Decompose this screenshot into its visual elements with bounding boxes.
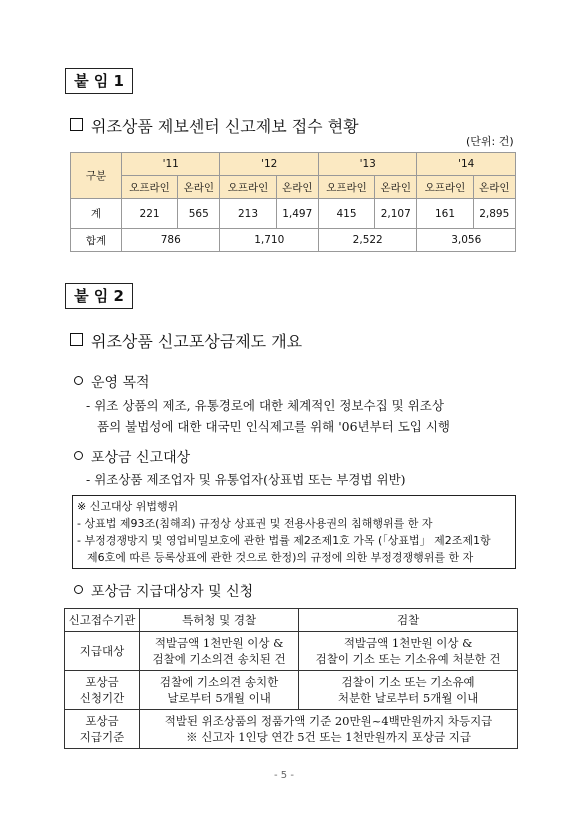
channel-header: 온라인 — [473, 176, 515, 199]
circle-bullet-icon — [74, 451, 83, 460]
table-cell: 161 — [417, 199, 473, 229]
table-cell — [140, 710, 518, 749]
channel-header: 온라인 — [178, 176, 220, 199]
cell-line: 검찰이 기소 또는 기소유예 — [341, 675, 475, 689]
circle-bullet-icon — [74, 585, 83, 594]
circle-bullet-icon — [74, 376, 83, 385]
section-title-1-text: 위조상품 제보센터 신고제보 접수 현황 — [91, 117, 359, 136]
column-header: 검찰 — [299, 609, 518, 632]
note-line: ※ 신고대상 위법행위 — [77, 500, 179, 513]
year-header: '11 — [122, 153, 220, 176]
report-stats-table — [70, 152, 516, 252]
square-bullet-icon — [70, 333, 83, 346]
purpose-line-1: - 위조 상품의 제조, 유통경로에 대한 체계적인 정보수집 및 위조상 — [86, 398, 444, 413]
table-cell — [140, 671, 299, 710]
table-cell: 2,895 — [473, 199, 515, 229]
page-number: - 5 - — [274, 770, 294, 781]
table-cell: 415 — [318, 199, 374, 229]
table-cell: 1,710 — [220, 229, 318, 252]
row-label — [65, 710, 140, 749]
row-label: 합계 — [71, 229, 122, 252]
square-bullet-icon — [70, 118, 83, 131]
table-cell — [299, 632, 518, 671]
row-label: 지급대상 — [65, 632, 140, 671]
attachment-1-label: 붙 임 1 — [65, 68, 133, 94]
cell-line: 적발된 위조상품의 정품가액 기준 20만원~4백만원까지 차등지급 — [164, 714, 493, 728]
cell-line: 검찰에 기소의견 송치한 — [159, 675, 279, 689]
note-line: - 상표법 제93조(침해죄) 규정상 상표권 및 전용사용권의 침해행위를 한 자 — [77, 517, 433, 530]
cell-line: 신청기간 — [79, 691, 125, 705]
purpose-heading-text: 운영 목적 — [91, 375, 150, 391]
table-cell: 2,522 — [318, 229, 416, 252]
cell-line: 날로부터 5개월 이내 — [167, 691, 271, 705]
unit-note: (단위: 건) — [466, 135, 514, 148]
cell-line: 적발금액 1천만원 이상 & — [154, 636, 284, 650]
table-cell: 2,107 — [375, 199, 417, 229]
row-label: 계 — [71, 199, 122, 229]
table-cell: 3,056 — [417, 229, 516, 252]
cell-line: 검찰이 기소 또는 기소유예 처분한 건 — [315, 652, 501, 666]
section-title-2 — [70, 329, 302, 352]
corner-cell: 구분 — [71, 153, 122, 199]
table-cell: 213 — [220, 199, 276, 229]
table-cell — [140, 632, 299, 671]
channel-header: 온라인 — [375, 176, 417, 199]
channel-header: 오프라인 — [417, 176, 473, 199]
cell-line: 적발금액 1천만원 이상 & — [343, 636, 473, 650]
year-header: '14 — [417, 153, 516, 176]
note-line: 제6호에 따른 등록상표에 관한 것으로 한정)의 규정에 의한 부정경쟁행위를 한 자 — [87, 551, 474, 564]
payment-heading-text: 포상금 지급대상자 및 신청 — [91, 584, 254, 600]
purpose-line-2: 품의 불법성에 대한 대국민 인식제고를 위해 '06년부터 도입 시행 — [97, 419, 451, 434]
column-header: 특허청 및 경찰 — [140, 609, 299, 632]
target-heading-text: 포상금 신고대상 — [91, 450, 191, 466]
purpose-heading — [74, 372, 150, 392]
cell-line: 처분한 날로부터 5개월 이내 — [337, 691, 479, 705]
cell-line: 포상금 — [85, 714, 119, 728]
channel-header: 온라인 — [276, 176, 318, 199]
cell-line: ※ 신고자 1인당 연간 5건 또는 1천만원까지 포상금 지급 — [186, 730, 471, 744]
reward-table — [64, 608, 518, 749]
cell-line: 포상금 — [85, 675, 119, 689]
channel-header: 오프라인 — [318, 176, 374, 199]
channel-header: 오프라인 — [122, 176, 178, 199]
target-line-1: - 위조상품 제조업자 및 유통업자(상표법 또는 부경법 위반) — [86, 472, 406, 487]
table-cell: 1,497 — [276, 199, 318, 229]
table-cell: 221 — [122, 199, 178, 229]
table-cell: 565 — [178, 199, 220, 229]
cell-line: 지급기준 — [79, 730, 125, 744]
table-cell — [299, 671, 518, 710]
attachment-2-label: 붙 임 2 — [65, 283, 133, 309]
year-header: '13 — [318, 153, 416, 176]
column-header: 신고접수기관 — [65, 609, 140, 632]
target-heading — [74, 447, 190, 467]
payment-heading — [74, 581, 253, 601]
note-box — [72, 495, 516, 569]
section-title-2-text: 위조상품 신고포상금제도 개요 — [91, 332, 303, 351]
cell-line: 검찰에 기소의견 송치된 건 — [152, 652, 286, 666]
note-line: - 부정경쟁방지 및 영업비밀보호에 관한 법률 제2조제1호 가목 (「상표법」 제2조제1항 — [77, 534, 491, 547]
row-label — [65, 671, 140, 710]
channel-header: 오프라인 — [220, 176, 276, 199]
year-header: '12 — [220, 153, 318, 176]
table-cell: 786 — [122, 229, 220, 252]
section-title-1 — [70, 114, 359, 137]
